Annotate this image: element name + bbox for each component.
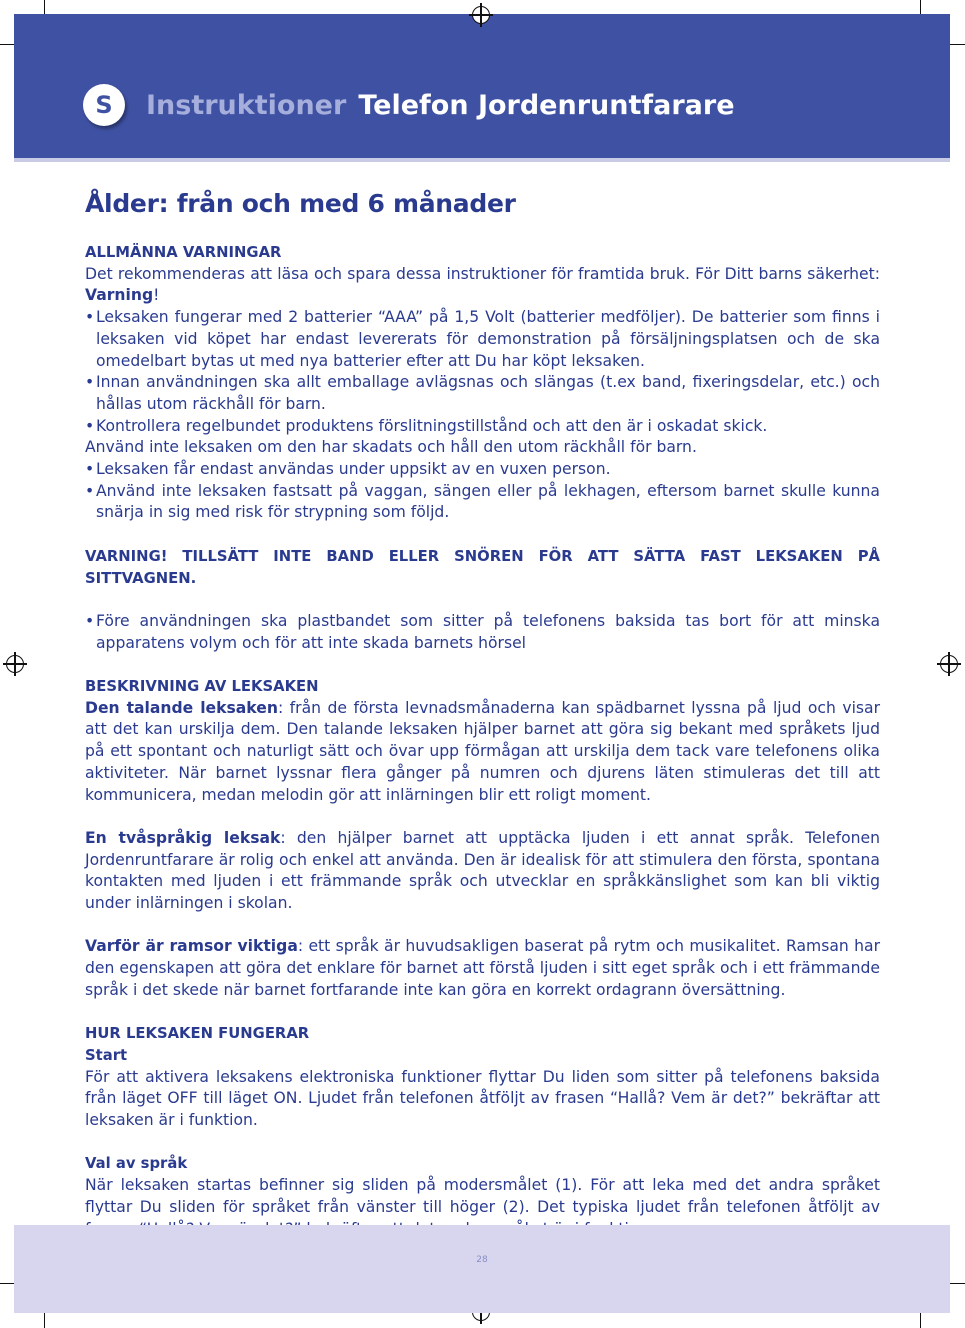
section-heading-how: HUR LEKSAKEN FUNGERAR [85, 1025, 310, 1043]
paragraph-lead: Varför är ramsor viktiga [85, 937, 298, 956]
header-banner [14, 14, 950, 162]
warnings-intro-bold: Varning [85, 286, 154, 305]
list-item: • Före användningen ska plastbandet som sitter på telefonens baksida tas bort för att minska apparatens volym och för att inte skada barnets hörsel [85, 611, 880, 652]
list-item: • Leksaken fungerar med 2 batterier “AAA” på 1,5 Volt (batterier medföljer). De batterier som finns i leksaken vid köpet har endast levererats för demonstration på försäljningsplatsen och de ska omedelbart bytas ut med nya batterier efter att Du har köpt leksaken. [85, 308, 880, 370]
language-paragraph: När leksaken startas befinner sig sliden på modersmålet (1). För att leka med det andra språket flyttar Du sliden för språket från vänster till höger (2). Det typiska ljudet från telefonen åtföljt av [85, 1176, 880, 1216]
language-badge: S [83, 84, 125, 126]
list-item: • Kontrollera regelbundet produktens förslitningstillstånd och att den är i oskadat skick. [85, 416, 768, 435]
subheading-start: Start [85, 1046, 128, 1064]
paragraph-text: : från de första levnadsmånaderna kan spädbarnet lyssna på ljud och visar att det kan urskilja dem. Den talande leksaken hjälper barnet att göra sig bekant med språkets ljud på ett spontant och naturligt sätt och övar upp förmågan att urskilja dem tack vare telefonens olika aktiviteter. När barnet lyssnar flera gånger på numren och djurens läten stimuleras det till att kommunicera, medan melodin gör att inlärningen blir ett roligt moment. [85, 698, 881, 804]
section-heading-warnings: ALLMÄNNA VARNINGAR [85, 244, 282, 261]
header-title [146, 90, 735, 121]
warnings-intro [85, 264, 880, 307]
header-subtitle: Instruktioner [146, 90, 347, 121]
registration-mark-icon [472, 6, 490, 24]
registration-mark-icon [6, 655, 24, 673]
paragraph-text: : ett språk är huvudsakligen baserat på rytm och musikalitet. Ramsan har den egenskapen att göra det enklare för barnet att förstå ljuden i sitt eget språk och i ett främmande språk i det skede när barnet fortfarande inte kan göra en korrekt ordagrann översättning. [85, 937, 880, 999]
list-item: • Använd inte leksaken fastsatt på vaggan, sängen eller på lekhagen, eftersom barnet skulle kunna snärja in sig med risk för strypning som följd. [85, 481, 880, 522]
page-number: 28 [476, 1255, 488, 1265]
list-item: • Leksaken får endast användas under uppsikt av en vuxen person. [85, 460, 611, 479]
header-main-title: Telefon Jordenruntfarare [358, 90, 735, 121]
age-heading: Ålder: från och med 6 månader [85, 189, 516, 218]
warnings-line: Använd inte leksaken om den har skadats och håll den utom räckhåll för barn. [85, 438, 697, 457]
paragraph-lead: En tvåspråkig leksak [85, 828, 281, 847]
paragraph-text: : den hjälper barnet att upptäcka ljuden i ett annat språk. Telefonen Jordenruntfarare är rolig och enkel att använda. Den är idealisk för att stimulera den första, spontana kontakten med ljuden i ett främmande språk och utvecklar en språkkänslighet som kan bli viktig under inlärningen i skolan. [85, 828, 880, 913]
description-paragraph [85, 698, 880, 807]
paragraph-lead: Den talande leksaken [85, 698, 278, 717]
warnings-intro-end: ! [153, 286, 160, 305]
header-shadow [14, 158, 950, 162]
start-paragraph: För att aktivera leksakens elektroniska funktioner flyttar Du liden som sitter på telefonens baksida från läget OFF till läget ON. Ljudet från telefonen åtföljt av frasen “Hallå? Vem är det?” bekräftar att leksaken är i funktion. [85, 1067, 880, 1130]
description-paragraph [85, 936, 880, 1001]
instructions-body [85, 186, 880, 1240]
footer-band [14, 1225, 950, 1313]
subheading-language: Val av språk [85, 1155, 188, 1173]
caps-warning: VARNING! TILLSÄTT INTE BAND ELLER SNÖREN FÖR ATT SÄTTA FAST LEKSAKEN PÅ SITTVAGNEN. [85, 547, 880, 587]
registration-mark-icon [940, 655, 958, 673]
section-heading-description: BESKRIVNING AV LEKSAKEN [85, 678, 319, 696]
description-paragraph [85, 828, 880, 915]
warnings-intro-text: Det rekommenderas att läsa och spara dessa instruktioner för framtida bruk. För Ditt barns säkerhet: [85, 264, 880, 283]
list-item: • Innan användningen ska allt emballage avlägsnas och slängas (t.ex band, fixeringsdelar, etc.) och hållas utom räckhåll för barn. [85, 373, 880, 413]
